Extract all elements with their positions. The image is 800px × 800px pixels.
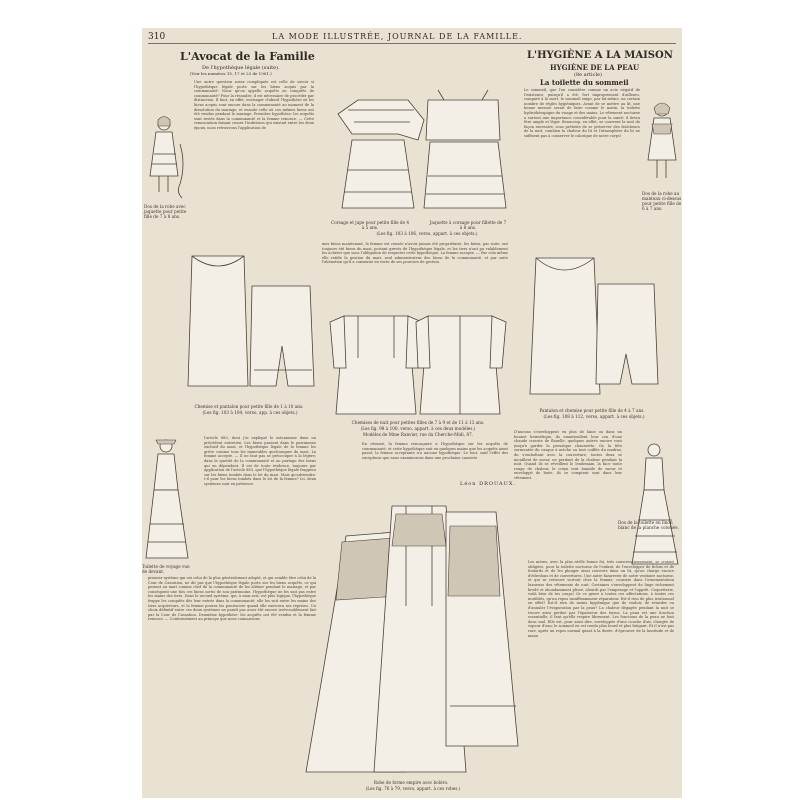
right-article-body-2: D'aucuns s'enveloppent en plus de laine ou dans un bonnet hermétique, ils emmitouflent leur cou d'une chaude cravate de flanelle; quelques autres encore vont jusqu'à garder la prosaïque chaussette. Or, la tête surmontée du casque à mèche ou tout coiffée du madras, du s'emboîtant avec la couverture, toutes deux se mouillent de sueur, en perdant de la chaleur pendant la nuit. Quand ils se réveillent le lendemain, la face toute rouge de chaleur, le corps tout humide de sueur et enveloppé de buée, ils se comptent sont dans leur vêtement. (514, 430, 622, 480)
caption-nightgown-ref: (Les fig. 98 à 100, verso, appart. à ces deux modèles.) (360, 426, 476, 431)
caption-corsage-set: Corsage et jupe pour petite fille de 4 à 5 ans. (330, 220, 410, 230)
chemise-right-illustration (522, 254, 662, 404)
caption-girl-left: Dos de la robe avec jaquette pour petite fille de 7 à 8 ans. (144, 204, 187, 219)
caption-corsage-ref: (Les fig. 103 à 106, verso, appart. à ces objets.) (376, 231, 478, 236)
caption-chemise-left: Chemise et pantalon pour petite fille de 1 à 10 ans. (194, 404, 304, 409)
header-rule (148, 43, 676, 44)
left-article-body-2: l'article 883, dont j'ai expliqué le mécanisme dans un précédent entretien. Les biens passent dans le patrimoine exclusif du mari, et l'hypothèque légale de la femme les grève comme tous les immeubles quelconques du mari. La femme accepte. — Il ne faut pas se préoccuper à la légère; dans la quotité de la communauté et au partage des biens qui en dépendent. Il est de toute évidence, toujours par application de l'article 883, que l'hypothèque légale frappera sur les biens tombés dans le lot du mari. Mais qu'adviendra-t-il pour les biens tombés dans le lot de la femme? Ici, deux systèmes sont en présence. (204, 436, 316, 486)
caption-girl-right: Dos de la robe au manteau ci-dessus pour petite fille de 6 à 7 ans. (642, 191, 682, 211)
chemise-left-illustration (178, 246, 318, 402)
left-article-body-center: mes biens maintenant, la femme est censée n'avoir jamais été propriétaire, les biens, par suite, ont toujours été biens du mari, portant grevés de l'hypothèque légale, et les tiers n'ont pu valablement les acheter que sous l'obligation de respecter cette hypothèque. La femme accepte. — Par cela même elle ratifie la gestion du mari, seul administrateur des biens de la communauté, et par suite l'aliénation qu'il a consentie en vertu de ses pouvoirs de gestion. (322, 242, 508, 265)
left-article-body-end: En résumé, la femme renonçante a l'hypothèque sur les acquêts de communauté, et cette hypothèque suit en quelques mains que les acquêts aient passé; la femme acceptante n'a aucune hypothèque. Le tout, sauf l'effet des exceptions que nous examinerons dans une prochaine causerie. (362, 442, 508, 460)
girl-right-illustration (644, 100, 680, 190)
left-article-note: (Voir les numéros 15, 17 et 23 de 1901.) (190, 71, 272, 76)
caption-travel-dress: Toilette de voyage vue de devant. (142, 564, 190, 574)
left-article-body: Une autre question assez compliquée est celle de savoir si l'hypothèque légale porte sur les biens acquis par la communauté. Nous qu'on appelle acquêts ou conquêts de communauté? Pour la résoudre, il est nécessaire de procéder par distinction. Il faut, en effet, envisager d'abord l'hypothèse où les biens acquis sont encore dans la communauté au moment de la dissolution du mariage, et ensuite celle où ces mêmes biens ont été vendus pendant le mariage. Première hypothèse: les acquêts sont restés dans la communauté et la femme renonce. — Cette renonciation faisant cesser l'indivision qui existait entre les deux époux, nous retrouvons l'application de (194, 80, 314, 130)
caption-chemise-right-ref: (Les fig. 108 à 112, verso, appart. à ces objets.) (543, 414, 645, 419)
right-article-body: Le sommeil, que l'on considère comme un acte négatif de l'existence, puisqu'il a été, fort improprement d'ailleurs, comparé à la mort, le sommeil exige, par lui-même, un certain nombre de règles hygiéniques. Avant de se mettre au lit, une bonne mesure serait de faire comme le matin, la toilette hydrothérapique du visage et des mains. Le vêtement nocturne a surtout une importance considérable pour la santé: il devra être ample et léger. Beaucoup, en effet, se couvrent la nuit de façon excessive, sous prétexte de se préserver des fraîcheurs de la nuit; combien la chaleur du lit et l'atmosphère du lit ne suffisent pas à conserver le calorique de notre corps! (524, 88, 640, 138)
girl-back-illustration (146, 114, 186, 204)
right-article-section: La toilette du sommeil (540, 78, 629, 87)
caption-robe-linon: Dos de la toilette en linon blanc de la planche coloriée. (618, 520, 679, 530)
caption-nightgown: Chemises de nuit pour petites filles de 7 à 9 et de 11 à 13 ans. (351, 420, 485, 425)
left-article-title: L'Avocat de la Famille (180, 50, 315, 63)
caption-jaquette: Jaquette à corsage pour fillette de 7 à 8 ans. (429, 220, 507, 230)
caption-empire-robe: Robe de forme empire avec boléro. (373, 780, 449, 785)
caption-nightgown-maker: Modèles de Mme Ranvier, rue du Cherche-Midi, 87. (362, 432, 474, 437)
empire-robe-illustration (296, 486, 526, 780)
right-article-title: L'HYGIÈNE A LA MAISON (527, 50, 673, 61)
travel-dress-illustration (144, 434, 190, 564)
caption-empire-robe-ref: (Les fig. 76 à 79, verso, appart. à ces robes.) (365, 786, 461, 791)
left-article-signature: Léon DROUAUX. (460, 481, 517, 487)
right-article-subtitle: HYGIÈNE DE LA PEAU (550, 63, 640, 72)
caption-chemise-right: Pantalon et chemise pour petite fille de 4 à 7 ans. (539, 408, 645, 413)
corsage-illustration (328, 80, 518, 220)
left-article-body-3: premier système qui est celui de la plus généralement adopté, et qui semble être celui de la Cour de Cassation, ne dit pas que l'hypothèque légale porte sur les biens acquêts, ce qui permet au mari comme chef de la communauté de les aliéner pendant le mariage, et par conséquent une fois ces biens sortis de son patrimoine, l'hypothèque ne les suit pas entre les mains des tiers. Dans le second système, qui, à mon avis, est plus logique, l'hypothèque frappe les conquêts dès leur entrée dans la communauté; elle les suit entre les mains des tiers acquéreurs, et la femme pourra les poursuivre quand elle exercera ses reprises. Un choix définitif entre ces deux systèmes ne paraît pas avoir été encore irrévocablement fait par la Cour de Cassation. Deuxième hypothèse: les acquêts ont été vendus et la femme renonce. — Conformément au principe que nous connaissons (148, 576, 316, 622)
right-article-note: (8e article) (574, 72, 602, 78)
robe-linon-illustration (630, 440, 680, 570)
journal-title: LA MODE ILLUSTRÉE, JOURNAL DE LA FAMILLE. (272, 32, 523, 41)
right-article-body-3: Les mères, avec la plus réelle bonne foi, très consciencieusement, se croient obligées, pour la toilette nocturne de l'enfant, de l'envelopper de fichus et de foulards et de les plonger ainsi couverts dans un lit, qu'on charge encore d'édredons et de couvertures. Une autre bizarrerie de notre vestiaire nocturne, et qui se retrouve surtout chez la femme, consiste dans l'ornementation luxueuse des vêtements de nuit. Certaines s'enveloppent de linge richement brodé et abondamment plissé, alourdi par l'empesage et l'apprêt. Coquetterie, voilà bien de tes coups! Or ce genre à toutes ces affectations, à toutes ces inutilités, qu'un repos insuffisamment réparateur. Est-il rien de plus irrationnel en effet? Est-il rien de moins hygiénique que de vouloir, de retarder ou d'annuler l'évaporation par la peau? La chaleur dégagée pendant la nuit se trouve ainsi perdue par l'épaisseur des tissus. La peau est une fonction essentielle, il faut qu'elle respire librement. Les fonctions de la peau ne font donc mal. Elle est, pour ainsi dire, enveloppée d'une couche d'air, chargée de vapeur d'eau; le sommeil en est rendu plus lourd et plus fatigant. Et il n'est pas rare, après un repos normal quant à la durée, d'éprouver de la lassitude et de maux (528, 560, 674, 638)
left-article-subtitle: De l'hypothèque légale (suite). (202, 65, 280, 71)
page-number: 310 (148, 32, 166, 42)
caption-chemise-left-ref: (Les fig. 103 à 104, verso, app. à ces objets.) (202, 410, 298, 415)
nightgown-illustration (328, 298, 508, 418)
magazine-page (142, 28, 682, 798)
